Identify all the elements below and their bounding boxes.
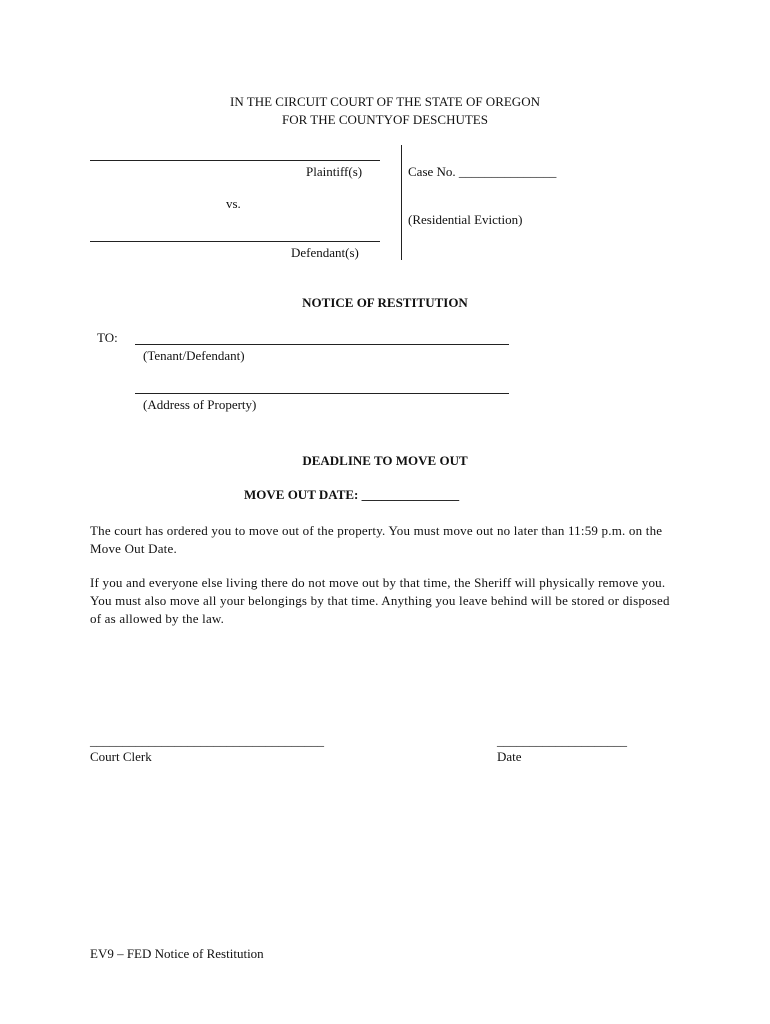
court-name-line1: IN THE CIRCUIT COURT OF THE STATE OF OREGON <box>230 94 540 109</box>
clerk-label: Court Clerk <box>90 749 152 764</box>
date-signature-line: ____________________ <box>497 733 627 748</box>
defendant-label: Defendant(s) <box>291 245 359 260</box>
tenant-line <box>135 344 509 345</box>
plaintiff-label: Plaintiff(s) <box>306 164 363 179</box>
case-type-label: (Residential Eviction) <box>408 212 523 227</box>
tenant-label: (Tenant/Defendant) <box>143 348 245 363</box>
court-name-line2: FOR THE COUNTYOF DESCHUTES <box>282 112 488 127</box>
plaintiff-signature-line <box>90 160 380 161</box>
deadline-heading: DEADLINE TO MOVE OUT <box>302 453 468 468</box>
address-label: (Address of Property) <box>143 397 257 412</box>
move-out-date-field: MOVE OUT DATE: _______________ <box>244 487 460 502</box>
caption-divider <box>401 145 402 260</box>
vs-label: vs. <box>226 196 241 211</box>
form-footer-id: EV9 – FED Notice of Restitution <box>90 946 264 961</box>
to-label: TO: <box>97 330 118 345</box>
body-paragraph-2: If you and everyone else living there do not move out by that time, the Sheriff will physically remove you. You must also move all your belongings by that time. Anything you leave behind will be stored or disposed of as allowed by the law. <box>90 575 670 626</box>
address-line <box>135 393 509 394</box>
document-title: NOTICE OF RESTITUTION <box>302 295 468 310</box>
defendant-signature-line <box>90 241 380 242</box>
date-label: Date <box>497 749 522 764</box>
body-paragraph-1: The court has ordered you to move out of the property. You must move out no later than 11:59 p.m. on the Move Out Date. <box>90 523 663 556</box>
clerk-signature-line: ____________________________________ <box>90 733 324 748</box>
case-number-field: Case No. _______________ <box>408 164 557 179</box>
